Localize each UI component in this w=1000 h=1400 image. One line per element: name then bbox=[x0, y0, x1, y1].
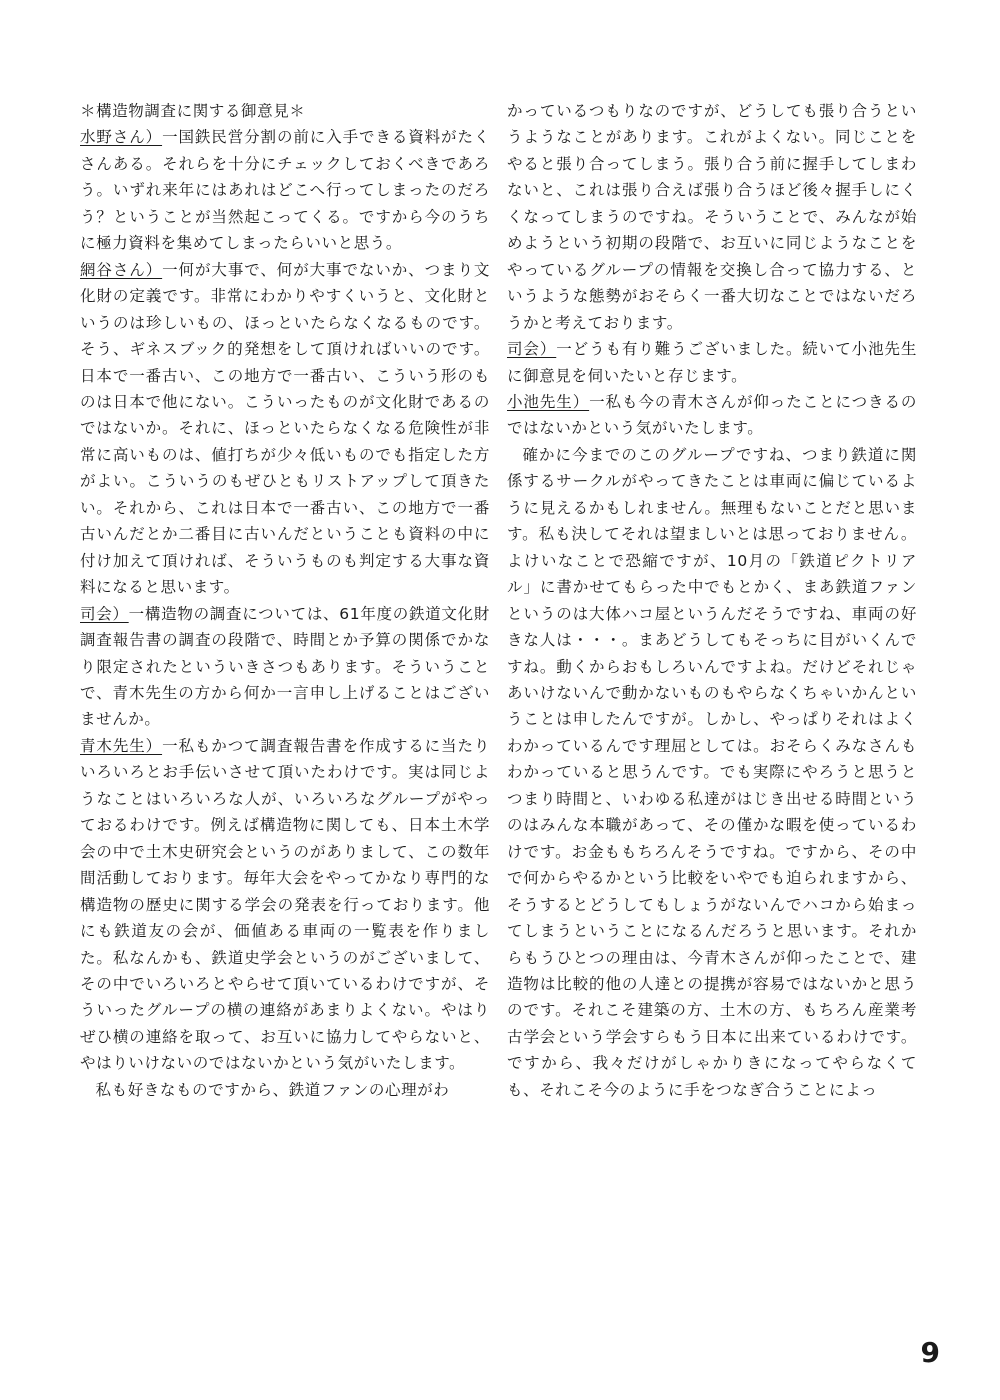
right-column bbox=[507, 98, 917, 1103]
paragraph-moderator-2 bbox=[507, 336, 917, 389]
paragraph-text: 一国鉄民営分割の前に入手できる資料がたくさんある。それらを十分にチェックしておくべきであろう。いずれ来年にはあれはどこへ行ってしまったのだろう？ということが当然起こってくる。ですから今のうちに極力資料を集めてしまったらいいと思う。 bbox=[80, 128, 490, 253]
speaker-label: 青木先生） bbox=[80, 736, 163, 755]
speaker-label: 小池先生） bbox=[507, 392, 590, 411]
speaker-label: 司会） bbox=[80, 604, 129, 623]
paragraph-amiya bbox=[80, 257, 490, 601]
paragraph-aoki-continuation: かっているつもりなのですが、どうしても張り合うというようなことがあります。これがよくない。同じことをやると張り合ってしまう。張り合う前に握手してしまわないと、これは張り合えば張り合うほど後々握手しにくくなってしまうのですね。そういうことで、みんなが始めようという初期の段階で、お互いに同じようなことをやっているグループの情報を交換し合って協力する、というような態勢がおそらく一番大切なことではないだろうかと考えております。 bbox=[507, 102, 917, 332]
section-heading: ＊構造物調査に関する御意見＊ bbox=[80, 102, 306, 120]
speaker-label: 司会） bbox=[507, 340, 557, 359]
paragraph-text: 一何が大事で、何が大事でないか、つまり文化財の定義です。非常にわかりやすくいうと、文化財というのは珍しいもの、ほっといたらなくなるものです。そう、ギネスブック的発想をして頂ければいいのです。日本で一番古い、この地方で一番古い、こういう形のものは日本で他にない。こういったものが文化財であるのではないか。それに、ほっといたらなくなる危険性が非常に高いものは、値打ちが少々低いものでも指定した方がよい。こういうのもぜひともリストアップして頂きたい。それから、これは日本で一番古い、この地方で一番古いんだとか二番目に古いんだということも資料の中に付け加えて頂ければ、そういうものも判定する大事な資料になると思います。 bbox=[80, 260, 490, 597]
paragraph-aoki-continued: 私も好きなものですから、鉄道ファンの心理がわ bbox=[95, 1080, 450, 1099]
paragraph-aoki bbox=[80, 733, 490, 1077]
speaker-label: 網谷さん） bbox=[80, 260, 163, 279]
paragraph-text: 一構造物の調査については、61年度の鉄道文化財調査報告書の調査の段階で、時間とか予算の関係でかなり限定されたといういきさつもあります。そういうことで、青木先生の方から何か一言申し上げることはございませんか。 bbox=[80, 604, 490, 729]
paragraph-text: 一どうも有り難うございました。続いて小池先生に御意見を伺いたいと存じます。 bbox=[507, 340, 918, 385]
paragraph-text: 一私もかつて調査報告書を作成するに当たりいろいろとお手伝いさせて頂いたわけです。実は同じようなことはいろいろな人が、いろいろなグループがやっておるわけです。例えば構造物に関しても、日本土木学会の中で土木史研究会というのがありまして、この数年間活動しております。毎年大会をやってかなり専門的な構造物の歴史に関する学会の発表を行っております。他にも鉄道友の会が、価値ある車両の一覧表を作りました。私なんかも、鉄道史学会というのがございまして、その中でいろいろとやらせて頂いているわけですが、そういったグループの横の連絡があまりよくない。やはりぜひ横の連絡を取って、お互いに協力してやらないと、やはりいけないのではないかという気がいたします。 bbox=[80, 736, 490, 1073]
paragraph-koike bbox=[507, 389, 917, 442]
paragraph-text: 一私も今の青木さんが仰ったことにつきるのではないかという気がいたします。 bbox=[507, 392, 917, 438]
speaker-label: 水野さん） bbox=[80, 128, 163, 147]
paragraph-koike-continued: 確かに今までのこのグループですね、つまり鉄道に関係するサークルがやってきたことは車両に偏じているように見えるかもしれません。無理もないことだと思います。私も決してそれは望ましいとは思っておりません。よけいなことで恐縮ですが、10月の「鉄道ピクトリアル」に書かせてもらった中でもとかく、まあ鉄道ファンというのは大体ハコ屋というんだそうですね、車両の好きな人は・・・。まあどうしてもそっちに目がいくんですね。動くからおもしろいんですよね。だけどそれじゃあいけないんで動かないものもやらなくちゃいかんということは申したんですが。しかし、やっぱりそれはよくわかっているんです理屈としては。おそらくみなさんもわかっていると思うんです。でも実際にやろうと思うとつまり時間と、いわゆる私達がはじき出せる時間というのはみんな本職があって、その僅かな暇を使っているわけです。お金ももちろんそうですね。ですから、その中で何からやるかという比較をいやでも迫られますから、そうするとどうしてもしょうがないんでハコから始まってしまうということになるんだろうと思います。それからもうひとつの理由は、今青木さんが仰ったことで、建造物は比較的他の人達との提携が容易ではないかと思うのです。それこそ建築の方、土木の方、もちろん産業考古学会という学会すらもう日本に出来ているわけです。ですから、我々だけがしゃかりきになってやらなくても、それこそ今のように手をつなぎ合うことによっ bbox=[507, 445, 917, 1099]
paragraph-moderator bbox=[80, 601, 490, 733]
page-number: 9 bbox=[920, 1336, 940, 1369]
left-column bbox=[80, 98, 490, 1103]
paragraph-mizuno bbox=[80, 124, 490, 256]
